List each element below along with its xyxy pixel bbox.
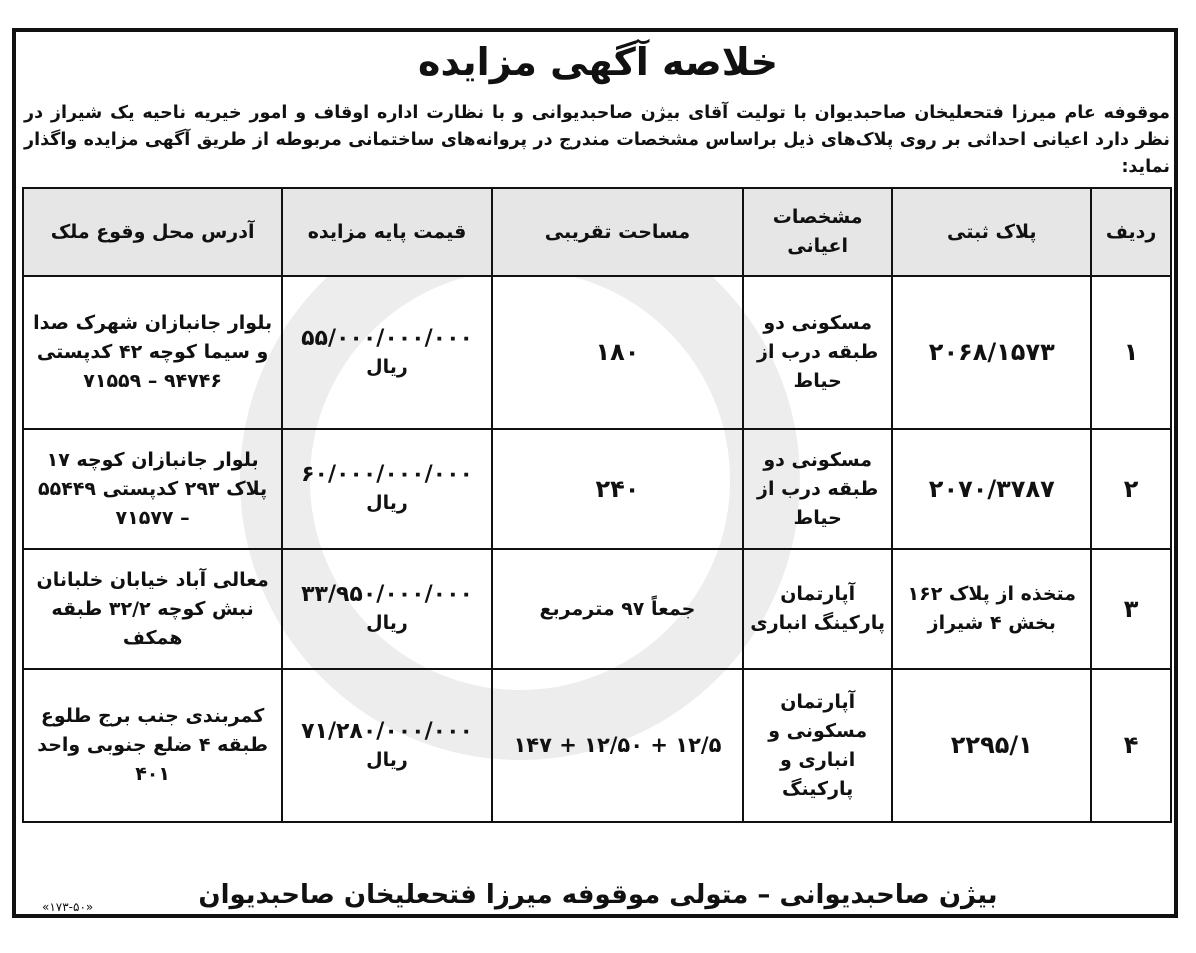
row-number: ۱ xyxy=(1091,276,1171,429)
ad-intro: موقوفه عام میرزا فتحعلیخان صاحبدیوان با تولیت آقای بیژن صاحبدیوانی و با نظارت اداره اوقاف و امور خیریه ناحیه یک شیراز در نظر دارد اعیانی احداثی بر روی پلاک‌های ذیل براساس مشخصات مندرج در پروانه‌های ساختمانی مربوطه از طریق آگهی مزایده واگذار نماید: xyxy=(24,103,1170,177)
price-cell xyxy=(282,549,492,669)
plaque: ۲۰۶۸/۱۵۷۳ xyxy=(892,276,1091,429)
currency: ریال xyxy=(366,492,408,514)
spec: آپارتمان پارکینگ انباری xyxy=(743,549,892,669)
area: ۲۴۰ xyxy=(492,429,743,549)
ad-signature: بیژن صاحبدیوانی – متولی موقوفه میرزا فتحعلیخان صاحبدیوان xyxy=(198,880,998,910)
price: ۶۰/۰۰۰/۰۰۰/۰۰۰ xyxy=(301,462,473,487)
plaque: ۲۲۹۵/۱ xyxy=(892,669,1091,822)
price-cell xyxy=(282,429,492,549)
table-row xyxy=(23,276,1171,429)
header-plaque: پلاک ثبتی xyxy=(892,188,1091,276)
area: ۱۸۰ xyxy=(492,276,743,429)
address: معالی آباد خیابان خلبانان نبش کوچه ۳۲/۲ طبقه همکف xyxy=(23,549,282,669)
area: جمعاً ۹۷ مترمربع xyxy=(492,549,743,669)
price-cell xyxy=(282,276,492,429)
address: کمربندی جنب برج طلوع طبقه ۴ ضلع جنوبی واحد ۴۰۱ xyxy=(23,669,282,822)
currency: ریال xyxy=(366,355,408,378)
table-header xyxy=(23,188,1171,276)
address: بلوار جانبازان شهرک صدا و سیما کوچه ۴۲ کدپستی ۹۴۷۴۶ – ۷۱۵۵۹ xyxy=(23,276,282,429)
header-price: قیمت پایه مزایده xyxy=(282,188,492,276)
price: ۷۱/۲۸۰/۰۰۰/۰۰۰ xyxy=(301,718,473,744)
header-area: مساحت تقریبی xyxy=(492,188,743,276)
spec: آپارتمان مسکونی و انباری و پارکینگ xyxy=(743,669,892,822)
currency: ریال xyxy=(366,612,408,634)
spec: مسکونی دو طبقه درب از حیاط xyxy=(743,276,892,429)
price-cell xyxy=(282,669,492,822)
area xyxy=(492,669,743,822)
price: ۵۵/۰۰۰/۰۰۰/۰۰۰ xyxy=(301,325,473,351)
currency: ریال xyxy=(366,748,408,771)
price: ۳۳/۹۵۰/۰۰۰/۰۰۰ xyxy=(301,582,473,607)
ad-code: «۱۷۳-۵۰» xyxy=(42,900,94,914)
table-row xyxy=(23,429,1171,549)
header-spec: مشخصات اعیانی xyxy=(743,188,892,276)
auction-table xyxy=(22,187,1172,823)
plaque: ۲۰۷۰/۳۷۸۷ xyxy=(892,429,1091,549)
row-number: ۴ xyxy=(1091,669,1171,822)
ad-content xyxy=(22,100,1172,823)
header-row: ردیف xyxy=(1091,188,1171,276)
header-address: آدرس محل وقوع ملک xyxy=(23,188,282,276)
address: بلوار جانبازان کوچه ۱۷ پلاک ۲۹۳ کدپستی ۵۵۴۴۹ – ۷۱۵۷۷ xyxy=(23,429,282,549)
plaque: متخذه از پلاک ۱۶۲ بخش ۴ شیراز xyxy=(892,549,1091,669)
row-number: ۲ xyxy=(1091,429,1171,549)
ad-title: خلاصه آگهی مزایده xyxy=(418,40,778,84)
area-value: ۱۴۷ + ۱۲/۵۰ + ۱۲/۵ xyxy=(513,732,722,757)
table-row xyxy=(23,669,1171,822)
spec: مسکونی دو طبقه درب از حیاط xyxy=(743,429,892,549)
table-row xyxy=(23,549,1171,669)
row-number: ۳ xyxy=(1091,549,1171,669)
